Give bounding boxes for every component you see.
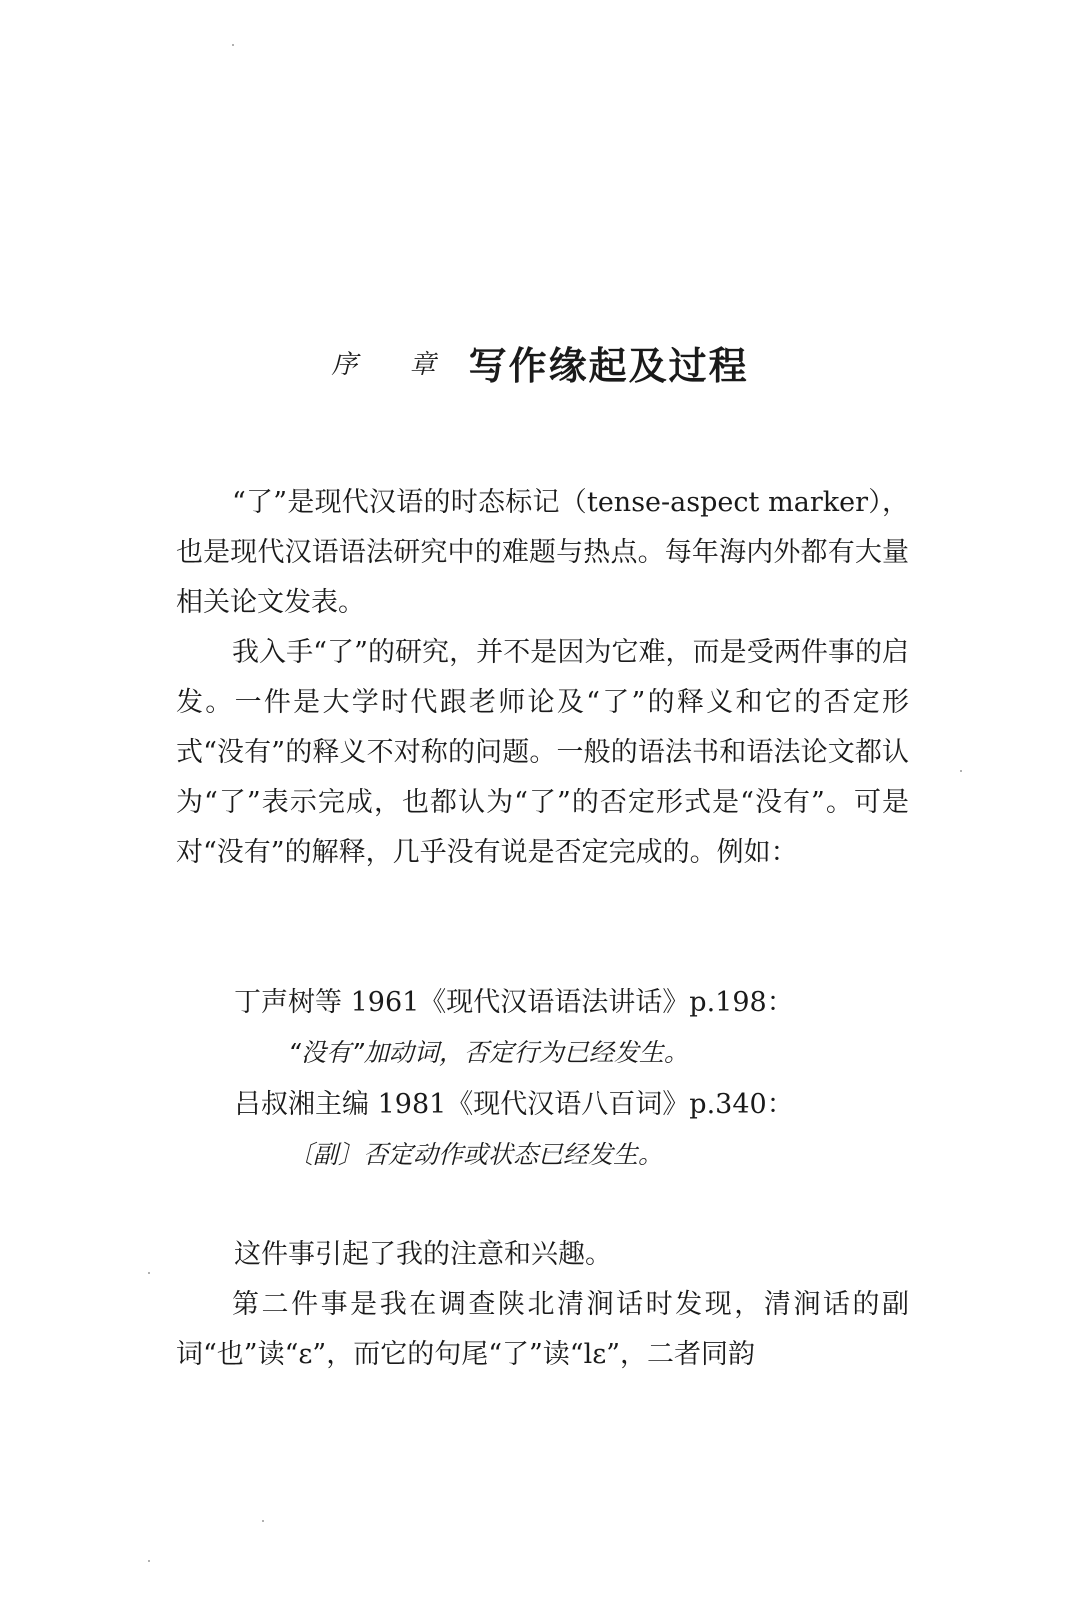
scan-speck: [262, 1520, 264, 1522]
chapter-heading: [0, 335, 1080, 390]
citation-source-2: 吕叔湘主编 1981《现代汉语八百词》p.340：: [234, 1089, 794, 1120]
scan-speck: [960, 770, 962, 772]
scan-speck: [148, 1272, 150, 1274]
paragraph-second-event: 第二件事是我在调查陕北清涧话时发现，清涧话的副词“也”读“ε”，而它的句尾“了”读“lε”，二者同韵: [176, 1289, 909, 1370]
chapter-label: 序 章: [331, 350, 458, 380]
citation-quote-2: 〔副〕否定动作或状态已经发生。: [288, 1140, 664, 1169]
paragraph-intro: “了”是现代汉语的时态标记（tense-aspect marker），也是现代汉语语法研究中的难题与热点。每年海内外都有大量相关论文发表。: [176, 487, 909, 618]
citation-source-1: 丁声树等 1961《现代汉语语法讲话》p.198：: [234, 987, 794, 1018]
paragraph-motivation: 我入手“了”的研究，并不是因为它难，而是受两件事的启发。一件是大学时代跟老师论及“了”的释义和它的否定形式“没有”的释义不对称的问题。一般的语法书和语法论文都认为“了”表示完成，也都认为“了”的否定形式是“没有”。可是对“没有”的解释，几乎没有说是否定完成的。例如：: [176, 637, 909, 868]
citation-quote-1: “没有”加动词，否定行为已经发生。: [288, 1038, 689, 1067]
closing-line: 这件事引起了我的注意和兴趣。: [234, 1239, 612, 1270]
scan-speck: [148, 1560, 150, 1562]
chapter-title: 写作缘起及过程: [468, 343, 749, 388]
scan-speck: [232, 44, 234, 46]
